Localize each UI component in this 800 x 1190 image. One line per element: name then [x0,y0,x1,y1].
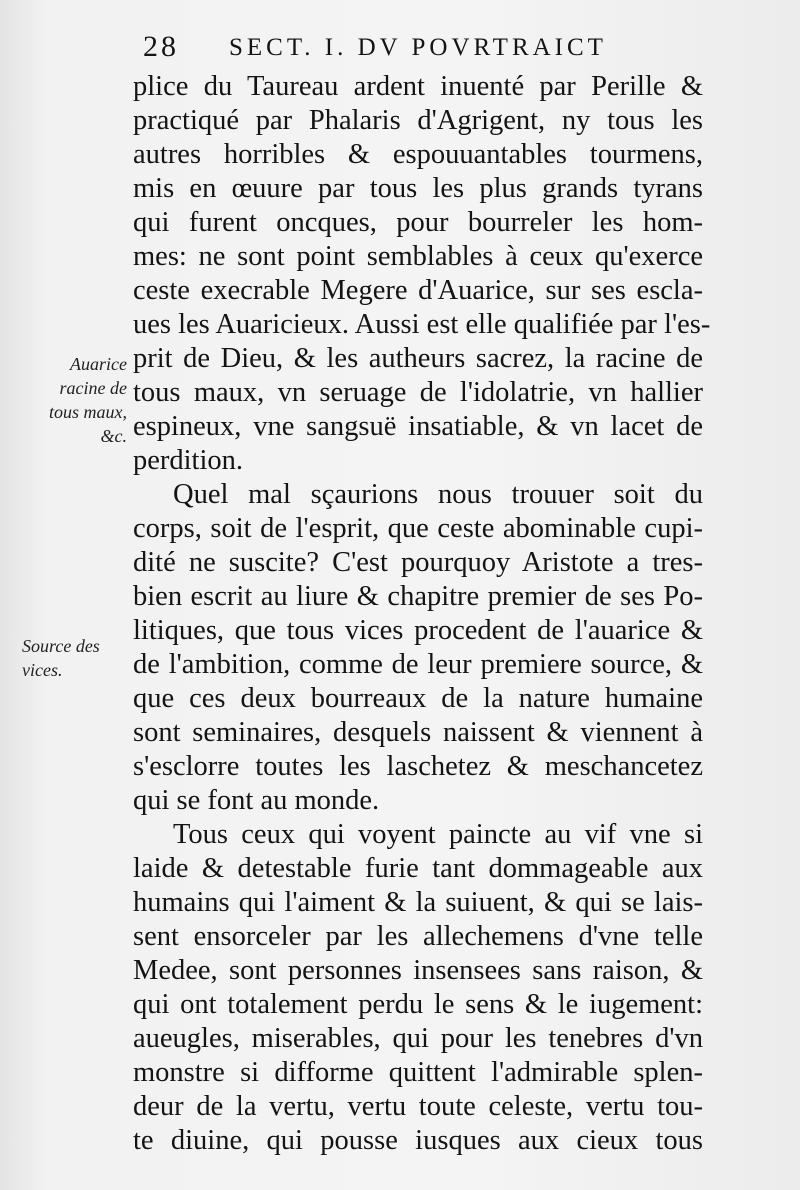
text-line: autres horribles & espouuantables tourmens, [133,139,703,170]
text-line: aueugles, miserables, qui pour les tenebres d'vn [133,1023,703,1054]
text-line: plice du Taureau ardent inuenté par Perille & [133,71,703,102]
text-line: mes: ne sont point semblables à ceux qu'exerce [133,241,703,272]
margin-note-line: tous maux, [49,402,127,422]
text-line: te diuine, qui pousse iusques aux cieux tous [133,1125,703,1156]
text-line: deur de la vertu, vertu toute celeste, vertu tou- [133,1091,703,1122]
text-line: laide & detestable furie tant dommageable aux [133,853,703,884]
text-line: prit de Dieu, & les autheurs sacrez, la racine de [133,343,703,374]
text-line: Quel mal sçaurions nous trouuer soit du [173,479,703,510]
text-line: de l'ambition, comme de leur premiere source, & [133,649,703,680]
text-line: tous maux, vn seruage de l'idolatrie, vn hallier [133,377,703,408]
body-text [133,70,711,1158]
text-line: sont seminaires, desquels naissent & viennent à [133,717,703,748]
margin-note-avarice [22,352,127,448]
text-line: bien escrit au liure & chapitre premier de ses Po- [133,581,703,612]
text-line: monstre si difforme quittent l'admirable splen- [133,1057,703,1088]
margin-note-line: &c. [100,426,127,446]
text-line: s'esclorre toutes les laschetez & meschancetez [133,751,703,782]
text-line: mis en œuure par tous les plus grands tyrans [133,173,703,204]
text-line: qui se font au monde. [133,785,380,816]
page-number: 28 [143,30,179,63]
text-line: qui furent oncques, pour bourreler les hom- [133,207,703,238]
text-line: perdition. [133,445,244,476]
text-line: Medee, sont personnes insensees sans raison, & [133,955,703,986]
text-line: espineux, vne sangsuë insatiable, & vn lacet de [133,411,703,442]
running-title: SECT. I. DV POVRTRAICT [229,34,607,61]
text-line: dité ne suscite? C'est pourquoy Aristote a tres- [133,547,703,578]
margin-note-line: Source des [22,636,100,656]
margin-note-line: vices. [22,660,63,680]
text-line: ues les Auaricieux. Aussi est elle qualifiée par l'es- [133,309,711,340]
text-line: qui ont totalement perdu le sens & le iugement: [133,989,703,1020]
text-line: practiqué par Phalaris d'Agrigent, ny tous les [133,105,703,136]
text-line: que ces deux bourreaux de la nature humaine [133,683,703,714]
text-line: ceste execrable Megere d'Auarice, sur ses escla- [133,275,703,306]
text-line: humains qui l'aiment & la suiuent, & qui se lais- [133,887,703,918]
text-line: corps, soit de l'esprit, que ceste abominable cupi- [133,513,703,544]
page-header [143,30,703,68]
text-line: sent ensorceler par les allechemens d'vne telle [133,921,703,952]
margin-note-line: racine de [59,378,127,398]
margin-note-line: Auarice [70,354,127,374]
text-line: litiques, que tous vices procedent de l'auarice & [133,615,703,646]
text-line: Tous ceux qui voyent paincte au vif vne si [173,819,703,850]
margin-note-source-of-vices [22,634,130,682]
